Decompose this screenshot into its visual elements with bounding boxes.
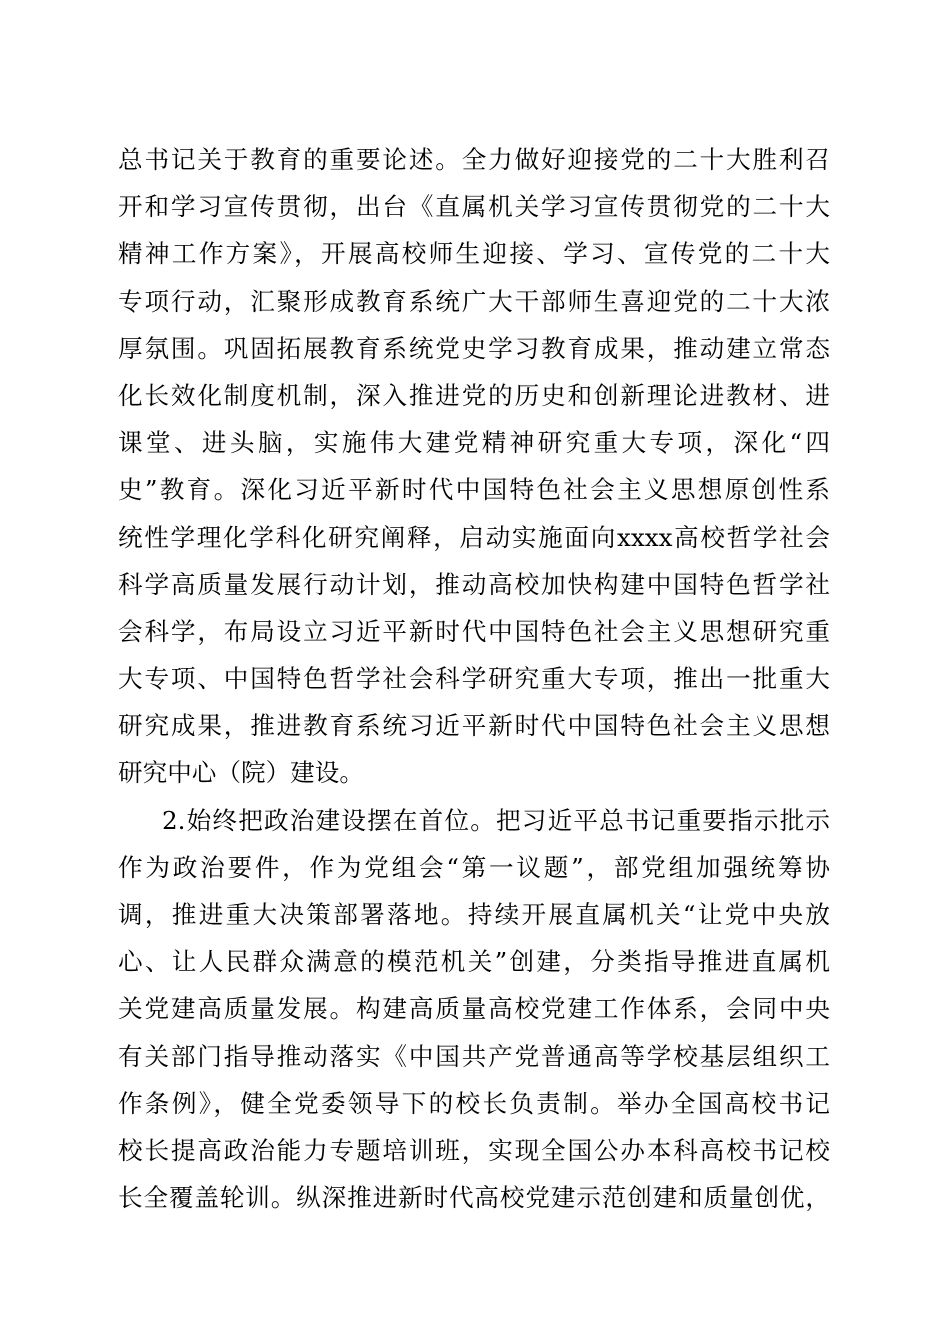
paragraph-line: 2.始终把政治建设摆在首位。把习近平总书记重要指示批示	[162, 805, 830, 835]
paragraph-line: 心、让人民群众满意的模范机关”创建，分类指导推进直属机	[118, 947, 830, 977]
paragraph-line: 有关部门指导推动落实《中国共产党普通高等学校基层组织工	[118, 1041, 830, 1071]
paragraph-line: 会科学，布局设立习近平新时代中国特色社会主义思想研究重	[118, 616, 830, 646]
paragraph-line: 调，推进重大决策部署落地。持续开展直属机关“让党中央放	[118, 900, 830, 929]
paragraph-1	[118, 136, 830, 797]
paragraph-line: 课堂、进头脑，实施伟大建党精神研究重大专项，深化“四	[118, 428, 830, 458]
paragraph-line: 长全覆盖轮训。纵深推进新时代高校党建示范创建和质量创优，	[118, 1183, 830, 1213]
paragraph-line: 精神工作方案》，开展高校师生迎接、学习、宣传党的二十大	[118, 239, 830, 269]
body-text	[118, 136, 830, 1221]
paragraph-line: 史”教育。深化习近平新时代中国特色社会主义思想原创性系	[118, 475, 830, 505]
paragraph-line: 统性学理化学科化研究阐释，启动实施面向xxxx高校哲学社会	[118, 522, 830, 552]
paragraph-line: 开和学习宣传贯彻，出台《直属机关学习宣传贯彻党的二十大	[118, 192, 830, 222]
paragraph-line: 厚氛围。巩固拓展教育系统党史学习教育成果，推动建立常态	[118, 333, 830, 363]
paragraph-line: 化长效化制度机制，深入推进党的历史和创新理论进教材、进	[118, 380, 830, 410]
paragraph-2	[118, 797, 830, 1222]
paragraph-line: 研究中心（院）建设。	[118, 758, 364, 788]
paragraph-line: 专项行动，汇聚形成教育系统广大干部师生喜迎党的二十大浓	[118, 286, 830, 316]
paragraph-line: 作条例》，健全党委领导下的校长负责制。举办全国高校书记	[118, 1088, 830, 1118]
paragraph-line: 总书记关于教育的重要论述。全力做好迎接党的二十大胜利召	[118, 145, 830, 174]
paragraph-line: 作为政治要件，作为党组会“第一议题”，部党组加强统筹协	[118, 852, 830, 882]
paragraph-line: 大专项、中国特色哲学社会科学研究重大专项，推出一批重大	[118, 664, 830, 694]
paragraph-line: 科学高质量发展行动计划，推动高校加快构建中国特色哲学社	[118, 569, 830, 599]
paragraph-line: 研究成果，推进教育系统习近平新时代中国特色社会主义思想	[118, 711, 830, 741]
paragraph-line: 校长提高政治能力专题培训班，实现全国公办本科高校书记校	[118, 1135, 830, 1165]
paragraph-line: 关党建高质量发展。构建高质量高校党建工作体系，会同中央	[118, 994, 830, 1024]
